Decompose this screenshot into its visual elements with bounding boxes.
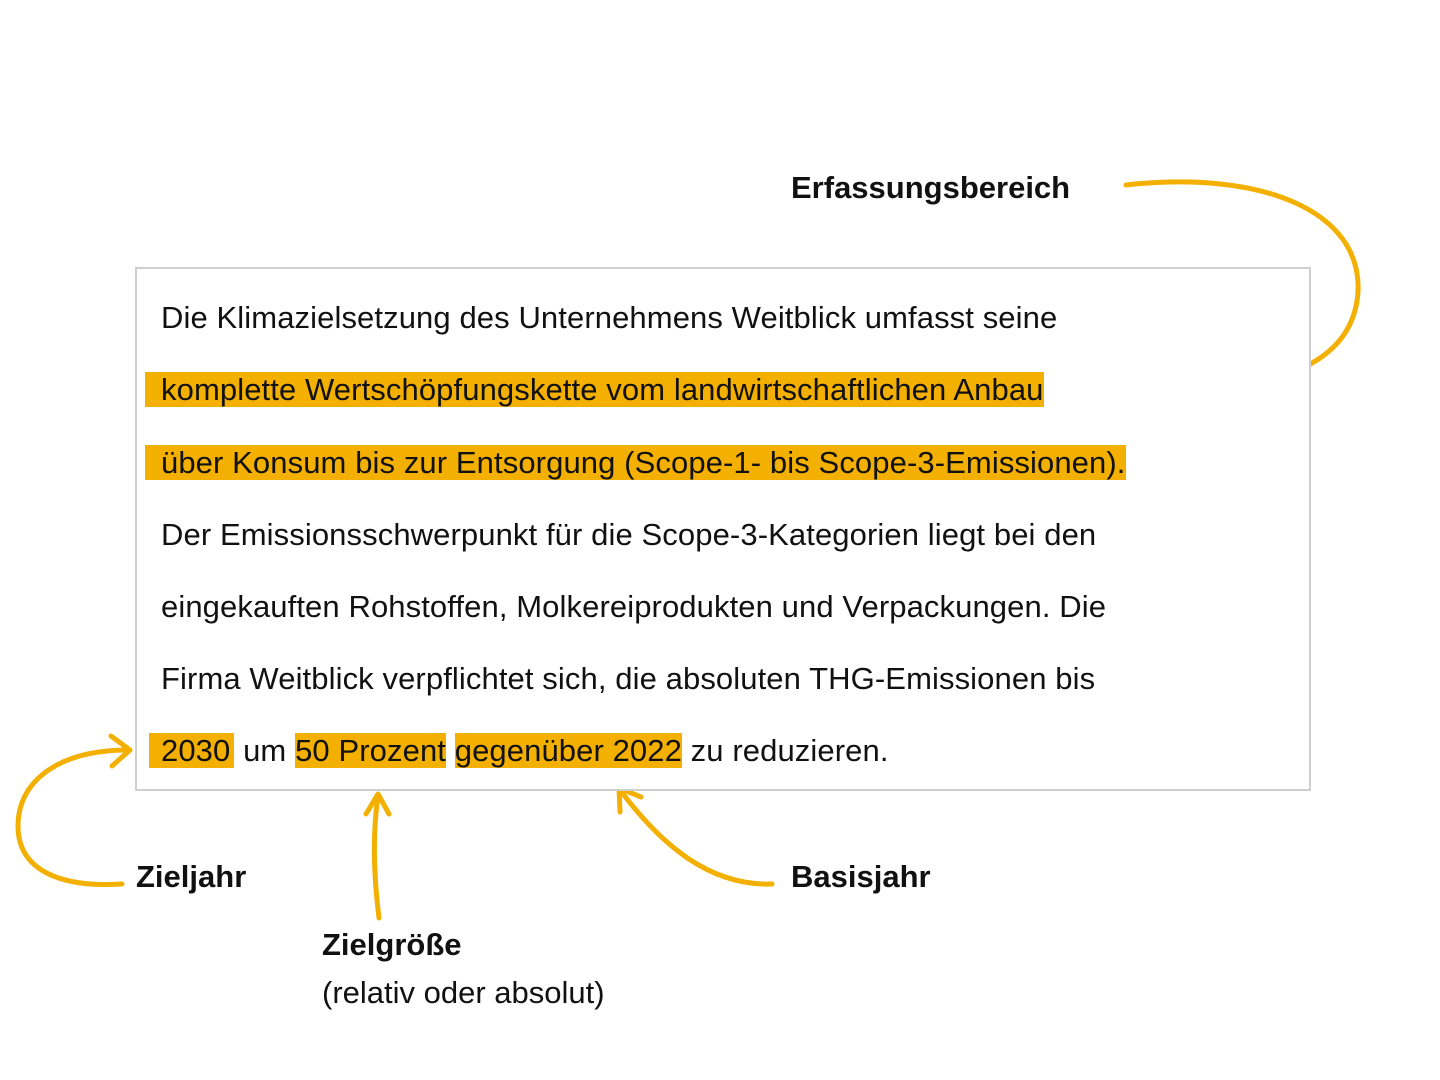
base-year-arrow: [620, 790, 772, 884]
paragraph-line-6: Firma Weitblick verpflichtet sich, die absoluten THG-Emissionen bis: [161, 661, 1096, 696]
paragraph-line-1: Die Klimazielsetzung des Unternehmens Weitblick umfasst seine: [161, 300, 1058, 335]
paragraph-line-4: Der Emissionsschwerpunkt für die Scope-3-Kategorien liegt bei den: [161, 517, 1097, 552]
word-um: um: [234, 733, 296, 768]
paragraph-line-3: [161, 443, 1126, 483]
scope-highlight-1: komplette Wertschöpfungskette vom landwirtschaftlichen Anbau: [145, 372, 1044, 407]
target-size-arrow: [374, 796, 379, 918]
target-year-label: Zieljahr: [136, 859, 247, 894]
target-year-arrow: [18, 750, 128, 885]
target-size-label: Zielgröße: [322, 927, 462, 962]
base-year-label: Basisjahr: [791, 859, 931, 894]
target-size-note: (relativ oder absolut): [322, 975, 605, 1010]
target-size-highlight: 50 Prozent: [295, 733, 447, 768]
sentence-ending: zu reduzieren.: [681, 733, 889, 768]
target-size-arrowhead: [366, 794, 389, 814]
target-year-highlight: 2030: [149, 733, 234, 768]
scope-label: Erfassungsbereich: [791, 170, 1071, 205]
goal-text-box: [135, 267, 1311, 791]
target-year-arrowhead: [111, 736, 130, 766]
scope-highlight-2: über Konsum bis zur Entsorgung (Scope-1- bis Scope-3-Emissionen).: [145, 445, 1126, 480]
paragraph-line-7: [161, 731, 889, 771]
base-year-highlight: gegenüber 2022: [454, 733, 682, 768]
base-year-arrowhead: [619, 788, 641, 812]
paragraph-line-2: [161, 370, 1044, 410]
paragraph-line-5: eingekauften Rohstoffen, Molkereiprodukten und Verpackungen. Die: [161, 589, 1107, 624]
